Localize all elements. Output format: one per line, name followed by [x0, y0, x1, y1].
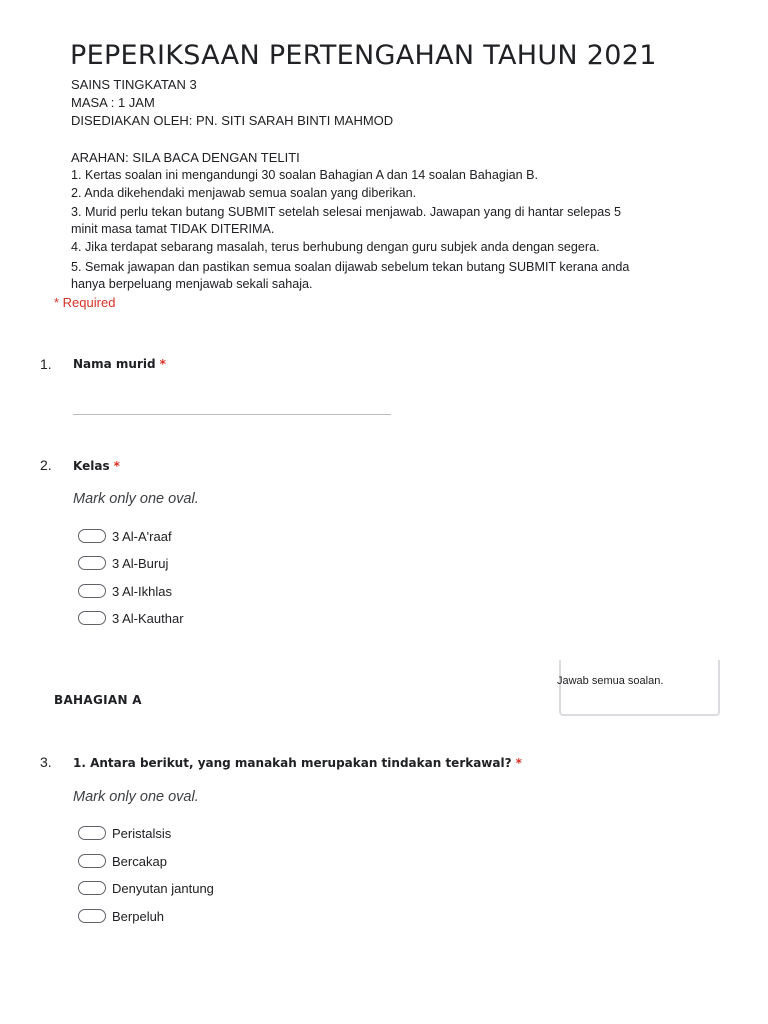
question-label-name	[73, 357, 166, 371]
option-label: Denyutan jantung	[112, 880, 214, 896]
oval-radio-icon[interactable]	[78, 556, 106, 570]
radio-option[interactable]	[78, 907, 164, 925]
option-label: 3 Al-Ikhlas	[112, 583, 172, 599]
section-title: BAHAGIAN A	[54, 693, 142, 707]
radio-option[interactable]	[78, 852, 167, 870]
oval-radio-icon[interactable]	[78, 611, 106, 625]
form-title: PEPERIKSAAN PERTENGAHAN TAHUN 2021	[70, 40, 657, 71]
question-hint: Mark only one oval.	[73, 789, 199, 805]
oval-radio-icon[interactable]	[78, 881, 106, 895]
option-label: Peristalsis	[112, 825, 172, 841]
question-hint: Mark only one oval.	[73, 491, 199, 507]
subject-text: SAINS TINGKATAN 3	[71, 77, 197, 92]
question-text: Kelas	[73, 459, 110, 473]
option-label: Berpeluh	[112, 908, 165, 924]
option-label: 3 Al-A'raaf	[112, 528, 172, 544]
oval-radio-icon[interactable]	[78, 854, 106, 868]
instruction-line: 4. Jika terdapat sebarang masalah, terus berhubung dengan guru subjek anda dengan segera.	[71, 240, 600, 254]
question-number: 3.	[40, 754, 52, 770]
required-note: * Required	[54, 295, 116, 310]
name-answer-field[interactable]	[73, 414, 391, 415]
instruction-line: 3. Murid perlu tekan butang SUBMIT setelah selesai menjawab. Jawapan yang di hantar selepas 5	[71, 205, 622, 219]
instruction-line: 5. Semak jawapan dan pastikan semua soalan dijawab sebelum tekan butang SUBMIT kerana anda	[71, 260, 630, 274]
required-asterisk: *	[159, 357, 166, 371]
question-label-class	[73, 459, 120, 473]
required-asterisk: *	[515, 756, 522, 770]
required-asterisk: *	[113, 459, 120, 473]
radio-option[interactable]	[78, 554, 168, 572]
instruction-line: 1. Kertas soalan ini mengandungi 30 soalan Bahagian A dan 14 soalan Bahagian B.	[71, 168, 539, 182]
question-number: 1.	[40, 356, 52, 372]
section-description: Jawab semua soalan.	[557, 675, 664, 687]
question-text: Nama murid	[73, 357, 156, 371]
question-number: 2.	[40, 457, 52, 473]
instruction-line: minit masa tamat TIDAK DITERIMA.	[71, 222, 275, 236]
option-label: 3 Al-Kauthar	[112, 610, 184, 626]
oval-radio-icon[interactable]	[78, 909, 106, 923]
radio-option[interactable]	[78, 879, 214, 897]
oval-radio-icon[interactable]	[78, 529, 106, 543]
duration-text: MASA : 1 JAM	[71, 95, 155, 110]
prepared-by-text: DISEDIAKAN OLEH: PN. SITI SARAH BINTI MAHMOD	[71, 113, 394, 128]
question-text: 1. Antara berikut, yang manakah merupakan tindakan terkawal?	[73, 756, 512, 770]
oval-radio-icon[interactable]	[78, 826, 106, 840]
option-label: 3 Al-Buruj	[112, 555, 169, 571]
radio-option[interactable]	[78, 582, 172, 600]
radio-option[interactable]	[78, 527, 172, 545]
instructions-heading: ARAHAN: SILA BACA DENGAN TELITI	[71, 150, 300, 165]
option-label: Bercakap	[112, 853, 167, 869]
radio-option[interactable]	[78, 824, 171, 842]
question-label-q1	[73, 756, 522, 770]
instruction-line: hanya berpeluang menjawab sekali sahaja.	[71, 277, 313, 291]
instruction-line: 2. Anda dikehendaki menjawab semua soalan yang diberikan.	[71, 186, 417, 200]
radio-option[interactable]	[78, 609, 184, 627]
section-description-box	[559, 660, 720, 716]
oval-radio-icon[interactable]	[78, 584, 106, 598]
